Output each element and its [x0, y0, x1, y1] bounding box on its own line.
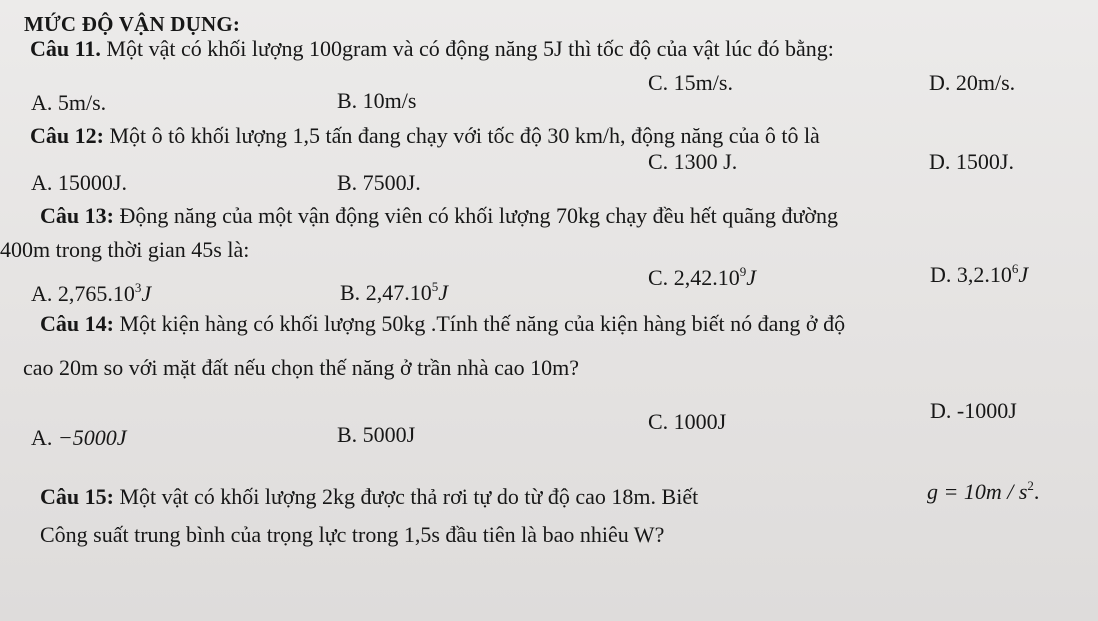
question-13-option-a-letter: A.: [31, 281, 53, 306]
question-11-text: Một vật có khối lượng 100gram và có động năng 5J thì tốc độ của vật lúc đó bằng:: [100, 36, 834, 61]
question-14-option-c: C. 1000J: [648, 409, 727, 434]
question-12-option-a: A. 15000J.: [31, 170, 127, 195]
question-11-option-a: A. 5m/s.: [31, 90, 107, 115]
question-11-option-c: C. 15m/s.: [648, 70, 733, 95]
question-15-label: Câu 15:: [40, 484, 114, 509]
question-14-option-a-value: −5000J: [57, 425, 127, 450]
question-12-option-d: D. 1500J.: [929, 149, 1014, 174]
question-13-option-a-value: 2,765.10$^3$J: [57, 280, 152, 306]
question-14-text-continued: cao 20m so với mặt đất nếu chọn thế năng ở trần nhà cao 10m?: [23, 355, 579, 380]
question-14: [40, 311, 845, 337]
section-heading: MỨC ĐỘ VẬN DỤNG:: [24, 12, 241, 36]
question-11: [30, 36, 834, 62]
question-14-option-a-letter: A.: [31, 425, 53, 450]
question-13-option-c: [648, 265, 756, 291]
question-13-option-c-value: 2,42.10$^9$J: [673, 264, 756, 290]
question-15: [40, 484, 698, 510]
question-14-option-a: [31, 425, 127, 451]
question-13: [40, 203, 838, 229]
question-12: [30, 123, 820, 149]
question-12-text: Một ô tô khối lượng 1,5 tấn đang chạy với tốc độ 30 km/h, động năng của ô tô là: [103, 123, 820, 148]
question-13-option-d-letter: D.: [930, 262, 952, 287]
question-14-text: Một kiện hàng có khối lượng 50kg .Tính thế năng của kiện hàng biết nó đang ở độ: [113, 311, 846, 336]
question-13-text: Động năng của một vận động viên có khối lượng 70kg chạy đều hết quãng đường: [113, 203, 839, 228]
question-14-label: Câu 14:: [40, 311, 114, 336]
question-15-text: Một vật có khối lượng 2kg được thả rơi tự do từ độ cao 18m. Biết: [113, 484, 699, 509]
question-15-formula: $g = 10m / s^2$.: [927, 478, 1040, 504]
question-14-option-b: B. 5000J: [337, 422, 416, 447]
question-15-text-continued: Công suất trung bình của trọng lực trong 1,5s đầu tiên là bao nhiêu W?: [40, 522, 665, 547]
question-13-text-continued: 400m trong thời gian 45s là:: [0, 237, 250, 262]
question-11-option-d: D. 20m/s.: [929, 70, 1016, 95]
question-13-option-a: [31, 281, 151, 307]
question-13-option-b-value: 2,47.10$^5$J: [365, 279, 448, 305]
question-11-option-b: B. 10m/s: [337, 88, 417, 113]
question-14-option-d: D. -1000J: [930, 398, 1017, 423]
question-13-option-d: [930, 262, 1028, 288]
question-13-label: Câu 13:: [40, 203, 114, 228]
question-13-option-d-value: 3,2.10$^6$J: [956, 261, 1029, 287]
question-13-option-c-letter: C.: [648, 265, 669, 290]
question-12-label: Câu 12:: [30, 123, 104, 148]
question-11-label: Câu 11.: [30, 36, 101, 61]
question-13-option-b-letter: B.: [340, 280, 361, 305]
question-13-option-b: [340, 280, 448, 306]
question-12-option-b: B. 7500J.: [337, 170, 421, 195]
question-12-option-c: C. 1300 J.: [648, 149, 738, 174]
